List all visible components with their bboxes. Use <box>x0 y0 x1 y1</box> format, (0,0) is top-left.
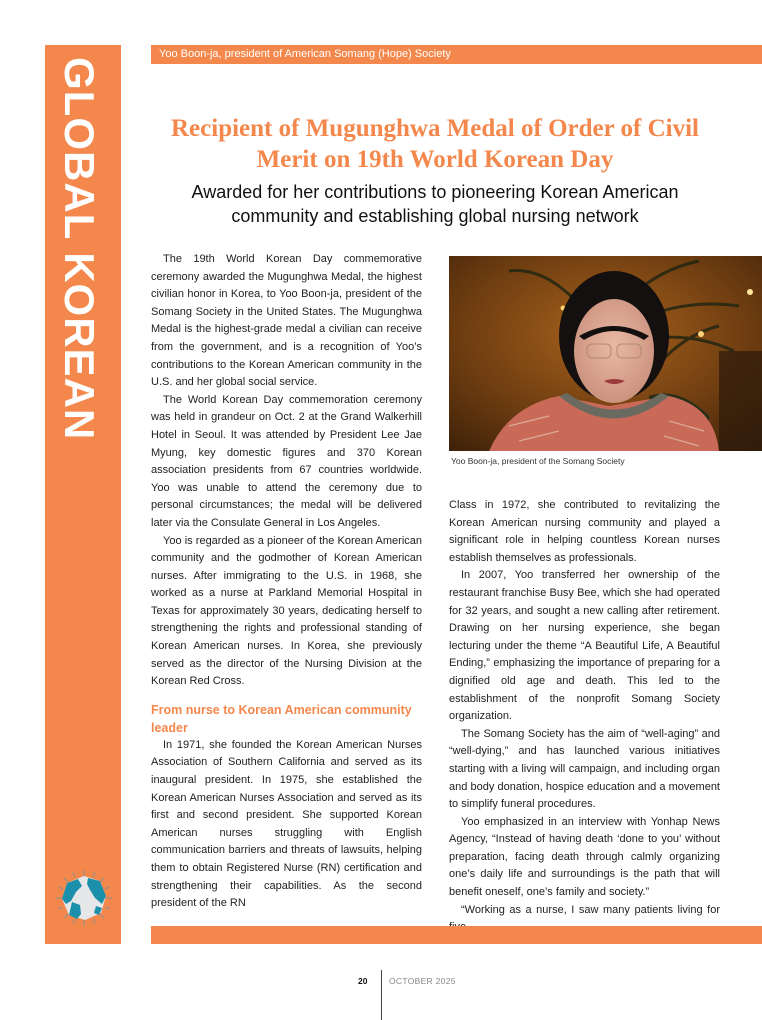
paragraph: Yoo emphasized in an interview with Yonhap News Agency, “Instead of having death ‘done to you’ without preparation, facing death through calmly organizing one’s daily life and surroundings is the path that will benefit oneself, one’s family and society.” <box>449 815 720 899</box>
article-photo <box>449 256 762 451</box>
subhead-line-1: Awarded for her contributions to pioneering Korean American <box>191 182 679 202</box>
paragraph: Yoo is regarded as a pioneer of the Korean American community and the godmother of Korean American nurses. After immigrating to the U.S. in 1968, she worked as a nurse at Parkland Memorial Hospital in Texas for approximately 30 years, dedicating herself to strengthening the rights and professional standing of Korean American nurses. In Korea, she previously served as the director of the Nursing Division at the Korean Red Cross. <box>151 534 422 688</box>
section-title <box>45 45 121 485</box>
banner-text: Yoo Boon-ja, president of American Somang (Hope) Society <box>159 48 451 60</box>
section-heading: From nurse to Korean American community leader <box>151 702 412 735</box>
globe-icon <box>54 868 114 928</box>
paragraph: The Somang Society has the aim of “well-aging” and “well-dying,” and has launched various initiatives starting with a living will campaign, and including organ and body donation, hospice education and a movement to simplify funeral procedures. <box>449 727 720 811</box>
footer-divider <box>381 970 382 1020</box>
paragraph: Class in 1972, she contributed to revitalizing the Korean American nursing community and played a significant role in helping countless Korean nurses establish themselves as professionals. <box>449 499 720 564</box>
article-column-right <box>449 497 720 937</box>
issue-date: OCTOBER 2025 <box>389 976 456 986</box>
headline-line-1: Recipient of Mugunghwa Medal of Order of Civil <box>171 115 699 142</box>
paragraph: In 2007, Yoo transferred her ownership of the restaurant franchise Busy Bee, which she had operated for 32 years, and sought a new calling after retirement. Drawing on her nursing experience, she began lecturing under the theme “A Beautiful Life, A Beautiful Ending,” emphasizing the importance of preparing for a dignified old age and death. This led to the establishment of the nonprofit Somang Society organization. <box>449 569 720 723</box>
section-sidebar <box>45 45 121 944</box>
paragraph: “Working as a nurse, I saw many patients living for <box>461 903 720 916</box>
bottom-accent-bar <box>151 926 762 944</box>
section-title-text: GLOBAL KOREAN <box>56 57 103 441</box>
page-number: 20 <box>358 976 368 986</box>
paragraph: In 1971, she founded the Korean American Nurses Association of Southern California and served as its inaugural president. In 1975, she established the Korean American Nurses Association and served as its first and second president. She supported Korean American nurses struggling with English communication barriers and threats of lawsuits, helping them to obtain Registered Nurse (RN) certification and strengthening their capabilities. As the second president of the RN <box>151 738 422 910</box>
photo-caption: Yoo Boon-ja, president of the Somang Society <box>451 456 625 466</box>
top-banner <box>151 45 762 64</box>
paragraph: The World Korean Day commemoration ceremony was held in grandeur on Oct. 2 at the Grand Walkerhill Hotel in Seoul. It was attended by President Lee Jae Myung, key domestic figures and 370 Korean association presidents from 67 countries worldwide. Yoo was unable to attend the ceremony due to personal circumstances; the medal will be delivered later via the Consulate General in Los Angeles. <box>151 393 422 529</box>
headline-line-2: Merit on 19th World Korean Day <box>256 146 614 173</box>
subhead-line-2: community and establishing global nursing network <box>231 206 639 226</box>
article-column-left <box>151 251 422 913</box>
article-headline <box>150 113 720 175</box>
article-subheading <box>150 180 720 228</box>
paragraph: The 19th World Korean Day commemorative ceremony awarded the Mugunghwa Medal, the highest civilian honor in Korea, to Yoo Boon-ja, president of the Somang Society in the United States. The Mugunghwa Medal is the highest-grade medal a civilian can receive from the government, and is a recognition of Yoo’s contributions to the Korean American community in the U.S. and her global social service. <box>151 253 422 389</box>
